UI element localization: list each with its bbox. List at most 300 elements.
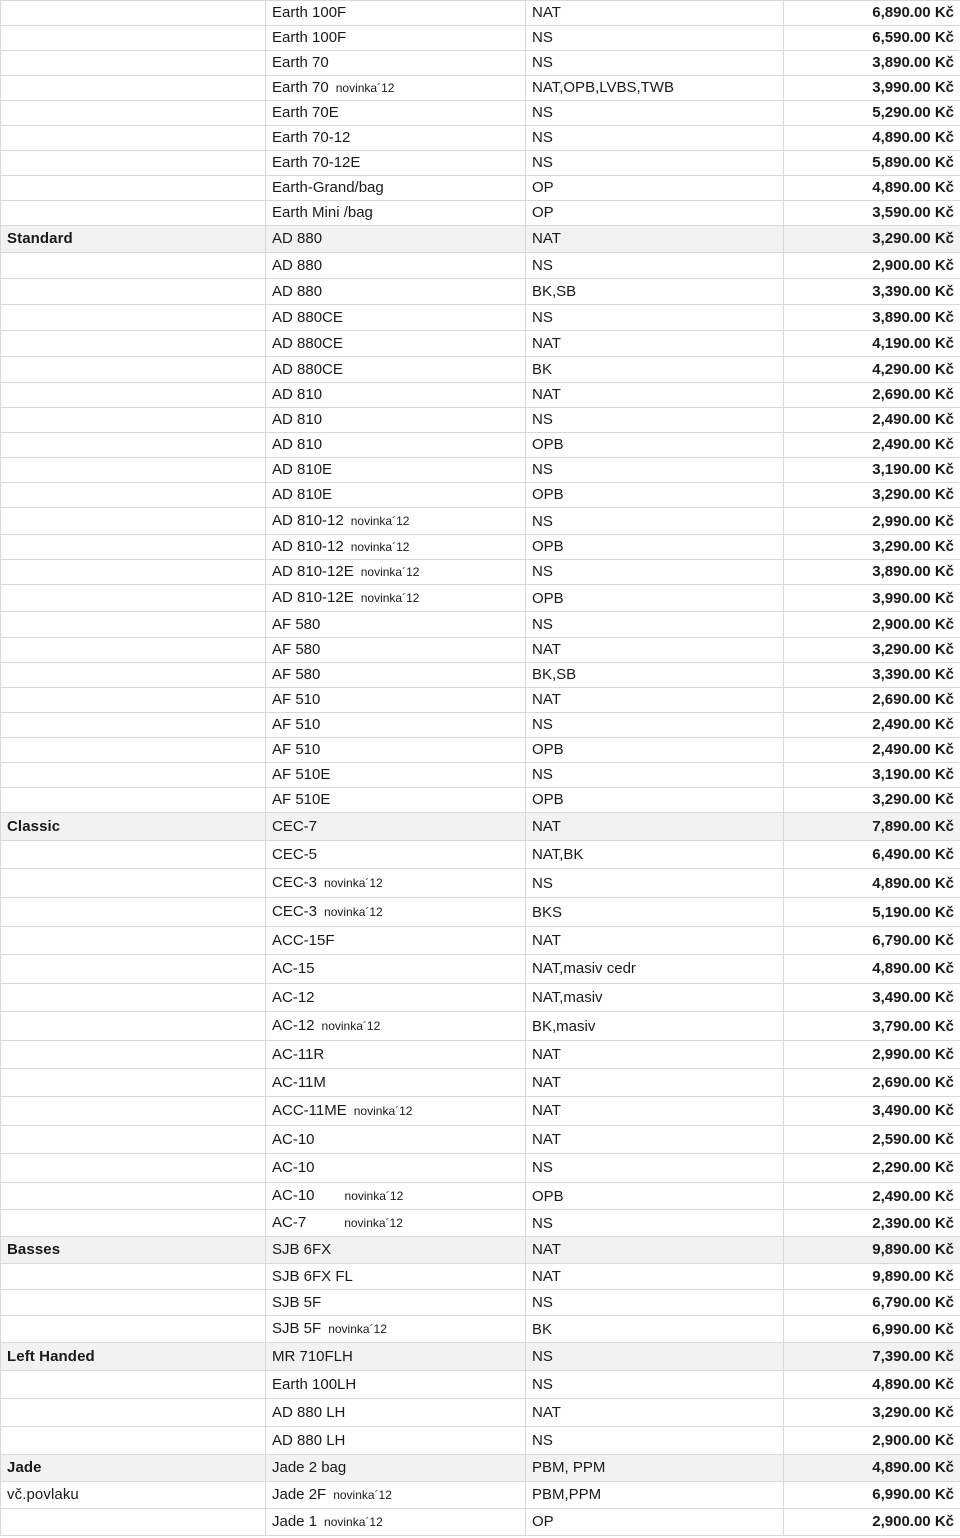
model-cell [266, 984, 526, 1012]
finish-cell: BK,masiv [526, 1012, 784, 1041]
model-cell [266, 201, 526, 226]
table-row [1, 663, 960, 688]
category-cell [1, 688, 266, 713]
table-row [1, 813, 960, 841]
finish-cell: NS [526, 126, 784, 151]
model-cell [266, 305, 526, 331]
model-cell [266, 1455, 526, 1482]
table-row [1, 357, 960, 383]
category-cell [1, 1264, 266, 1290]
table-row [1, 1069, 960, 1097]
category-cell [1, 1069, 266, 1097]
model-name: AD 810 [272, 386, 323, 403]
new-model-note: novinka´12 [360, 591, 420, 605]
model-name: Earth 100LH [272, 1376, 357, 1393]
table-row [1, 201, 960, 226]
model-name: AD 880 [272, 257, 323, 274]
model-cell [266, 1154, 526, 1183]
finish-cell: NS [526, 869, 784, 898]
model-cell [266, 176, 526, 201]
finish-cell: NAT [526, 1126, 784, 1154]
category-cell [1, 279, 266, 305]
table-row [1, 763, 960, 788]
table-row [1, 458, 960, 483]
price-cell: 9,890.00 Kč [784, 1264, 960, 1290]
price-cell: 2,990.00 Kč [784, 1041, 960, 1069]
model-cell [266, 898, 526, 927]
price-cell: 6,590.00 Kč [784, 26, 960, 51]
price-cell: 2,990.00 Kč [784, 508, 960, 535]
model-name: ACC-15F [272, 932, 335, 949]
price-list-body [1, 1, 960, 1536]
model-name: Earth 70 [272, 79, 329, 96]
category-cell [1, 585, 266, 612]
model-cell [266, 1482, 526, 1509]
finish-cell: BK [526, 357, 784, 383]
finish-cell: NS [526, 560, 784, 585]
model-name: Jade 2 bag [272, 1459, 347, 1476]
table-row [1, 383, 960, 408]
model-cell [266, 1069, 526, 1097]
model-cell [266, 101, 526, 126]
finish-cell: NS [526, 713, 784, 738]
model-name: AF 510 [272, 691, 321, 708]
finish-cell: OPB [526, 585, 784, 612]
price-cell: 4,190.00 Kč [784, 331, 960, 357]
model-name: ACC-11ME [272, 1102, 347, 1119]
finish-cell: NS [526, 26, 784, 51]
model-name: AD 880 LH [272, 1404, 346, 1421]
model-name: CEC-7 [272, 818, 318, 835]
category-cell [1, 357, 266, 383]
table-row [1, 1343, 960, 1371]
model-cell [266, 76, 526, 101]
model-cell [266, 26, 526, 51]
category-cell [1, 176, 266, 201]
finish-cell: OP [526, 176, 784, 201]
table-row [1, 1041, 960, 1069]
price-cell: 2,900.00 Kč [784, 253, 960, 279]
model-cell [266, 383, 526, 408]
model-cell [266, 927, 526, 955]
table-row [1, 1509, 960, 1536]
category-cell [1, 1371, 266, 1399]
category-cell [1, 305, 266, 331]
finish-cell: PBM,PPM [526, 1482, 784, 1509]
finish-cell: NAT [526, 1041, 784, 1069]
table-row [1, 1290, 960, 1316]
category-cell [1, 331, 266, 357]
price-cell: 3,790.00 Kč [784, 1012, 960, 1041]
finish-cell: NAT [526, 927, 784, 955]
model-cell [266, 1210, 526, 1237]
price-cell: 3,490.00 Kč [784, 984, 960, 1012]
category-cell [1, 1012, 266, 1041]
price-cell: 2,490.00 Kč [784, 738, 960, 763]
price-cell: 3,190.00 Kč [784, 763, 960, 788]
model-cell [266, 357, 526, 383]
category-cell [1, 1290, 266, 1316]
model-cell [266, 585, 526, 612]
price-cell: 2,590.00 Kč [784, 1126, 960, 1154]
finish-cell: OP [526, 1509, 784, 1536]
price-cell: 3,290.00 Kč [784, 638, 960, 663]
table-row [1, 927, 960, 955]
model-cell [266, 763, 526, 788]
price-cell: 4,890.00 Kč [784, 869, 960, 898]
price-cell: 2,390.00 Kč [784, 1210, 960, 1237]
finish-cell: NS [526, 1154, 784, 1183]
table-row [1, 713, 960, 738]
table-row [1, 1183, 960, 1210]
category-cell [1, 1126, 266, 1154]
finish-cell: NS [526, 1210, 784, 1237]
price-cell: 2,490.00 Kč [784, 408, 960, 433]
table-row [1, 433, 960, 458]
price-cell: 4,290.00 Kč [784, 357, 960, 383]
table-row [1, 898, 960, 927]
table-row [1, 1210, 960, 1237]
model-name: AD 810 [272, 411, 323, 428]
table-row [1, 483, 960, 508]
new-model-note: novinka´12 [321, 1019, 381, 1033]
table-row [1, 1, 960, 26]
price-cell: 7,390.00 Kč [784, 1343, 960, 1371]
new-model-note: novinka´12 [344, 1189, 404, 1203]
category-cell [1, 483, 266, 508]
model-cell [266, 1509, 526, 1536]
model-name: CEC-3 [272, 874, 318, 891]
table-row [1, 788, 960, 813]
model-cell [266, 1041, 526, 1069]
finish-cell: NS [526, 508, 784, 535]
model-cell [266, 788, 526, 813]
model-cell [266, 279, 526, 305]
new-model-note: novinka´12 [328, 1322, 387, 1336]
table-row [1, 101, 960, 126]
model-cell [266, 612, 526, 638]
model-cell [266, 1012, 526, 1041]
price-cell: 6,790.00 Kč [784, 1290, 960, 1316]
model-name: AD 880 [272, 230, 323, 247]
model-name: SJB 5F [272, 1294, 322, 1311]
table-row [1, 226, 960, 253]
category-cell [1, 1509, 266, 1536]
model-cell [266, 458, 526, 483]
price-cell: 2,690.00 Kč [784, 688, 960, 713]
model-name: AC-10 [272, 1131, 315, 1148]
model-name: SJB 6FX [272, 1241, 332, 1258]
category-cell [1, 1183, 266, 1210]
model-name: MR 710FLH [272, 1348, 353, 1365]
model-name: AF 510 [272, 716, 321, 733]
model-name: AF 510 [272, 741, 321, 758]
price-cell: 2,900.00 Kč [784, 1427, 960, 1455]
table-row [1, 253, 960, 279]
table-row [1, 151, 960, 176]
model-name: AD 810-12E [272, 563, 354, 580]
model-name: AF 510E [272, 791, 331, 808]
category-cell: Basses [1, 1237, 266, 1264]
model-name: AD 880CE [272, 335, 343, 352]
finish-cell: NS [526, 253, 784, 279]
model-name: AD 810-12 [272, 512, 344, 529]
model-cell [266, 813, 526, 841]
model-cell [266, 1097, 526, 1126]
finish-cell: NAT [526, 1237, 784, 1264]
price-cell: 3,990.00 Kč [784, 76, 960, 101]
model-name: AC-15 [272, 960, 315, 977]
category-cell [1, 663, 266, 688]
model-cell [266, 560, 526, 585]
price-cell: 6,990.00 Kč [784, 1316, 960, 1343]
new-model-note: novinka´12 [324, 1515, 383, 1529]
finish-cell: NS [526, 101, 784, 126]
finish-cell: OP [526, 201, 784, 226]
price-cell: 9,890.00 Kč [784, 1237, 960, 1264]
model-name: AF 580 [272, 616, 321, 633]
price-cell: 3,490.00 Kč [784, 1097, 960, 1126]
category-cell [1, 151, 266, 176]
new-model-note: novinka´12 [350, 540, 410, 554]
model-name: AD 880 [272, 283, 323, 300]
finish-cell: OPB [526, 1183, 784, 1210]
model-cell [266, 226, 526, 253]
category-cell: Classic [1, 813, 266, 841]
model-cell [266, 433, 526, 458]
model-cell [266, 253, 526, 279]
price-cell: 2,490.00 Kč [784, 713, 960, 738]
finish-cell: NS [526, 1371, 784, 1399]
model-name: AC-10 [272, 1187, 315, 1204]
category-cell [1, 898, 266, 927]
table-row [1, 984, 960, 1012]
finish-cell: NS [526, 1343, 784, 1371]
model-name: Earth 70-12E [272, 154, 361, 171]
table-row [1, 1126, 960, 1154]
finish-cell: BK [526, 1316, 784, 1343]
finish-cell: NS [526, 151, 784, 176]
finish-cell: NAT [526, 226, 784, 253]
table-row [1, 585, 960, 612]
finish-cell: NAT [526, 688, 784, 713]
table-row [1, 560, 960, 585]
price-cell: 4,890.00 Kč [784, 176, 960, 201]
price-cell: 4,890.00 Kč [784, 126, 960, 151]
model-cell [266, 638, 526, 663]
category-cell [1, 51, 266, 76]
table-row [1, 305, 960, 331]
model-name: SJB 5F [272, 1320, 322, 1337]
category-cell [1, 508, 266, 535]
table-row [1, 738, 960, 763]
table-row [1, 688, 960, 713]
price-cell: 5,890.00 Kč [784, 151, 960, 176]
price-cell: 3,290.00 Kč [784, 483, 960, 508]
new-model-note: novinka´12 [360, 565, 420, 579]
model-cell [266, 1, 526, 26]
model-name: AC-10 [272, 1159, 315, 1176]
category-cell [1, 126, 266, 151]
model-cell [266, 1343, 526, 1371]
price-cell: 5,290.00 Kč [784, 101, 960, 126]
model-cell [266, 151, 526, 176]
model-cell [266, 738, 526, 763]
table-row [1, 1012, 960, 1041]
model-name: Earth 100F [272, 29, 347, 46]
table-row [1, 176, 960, 201]
price-cell: 3,390.00 Kč [784, 663, 960, 688]
category-cell [1, 433, 266, 458]
table-row [1, 841, 960, 869]
model-name: AF 580 [272, 641, 321, 658]
price-cell: 3,890.00 Kč [784, 305, 960, 331]
finish-cell: NAT [526, 331, 784, 357]
model-cell [266, 1126, 526, 1154]
table-row [1, 1455, 960, 1482]
table-row [1, 1371, 960, 1399]
model-name: AD 880CE [272, 361, 343, 378]
new-model-note: novinka´12 [344, 1216, 403, 1230]
finish-cell: OPB [526, 433, 784, 458]
category-cell [1, 788, 266, 813]
finish-cell: NAT [526, 1069, 784, 1097]
model-name: Earth Mini /bag [272, 204, 373, 221]
model-cell [266, 1371, 526, 1399]
price-cell: 2,900.00 Kč [784, 612, 960, 638]
finish-cell: NAT [526, 813, 784, 841]
category-cell [1, 1097, 266, 1126]
model-cell [266, 408, 526, 433]
category-cell [1, 1041, 266, 1069]
price-cell: 4,890.00 Kč [784, 1455, 960, 1482]
model-cell [266, 663, 526, 688]
model-name: AD 810 [272, 436, 323, 453]
category-cell [1, 535, 266, 560]
table-row [1, 126, 960, 151]
finish-cell: NAT [526, 1399, 784, 1427]
table-row [1, 1154, 960, 1183]
model-name: AD 810-12E [272, 589, 354, 606]
price-cell: 3,990.00 Kč [784, 585, 960, 612]
table-row [1, 408, 960, 433]
table-row [1, 1264, 960, 1290]
finish-cell: NS [526, 612, 784, 638]
finish-cell: NAT,masiv [526, 984, 784, 1012]
finish-cell: OPB [526, 738, 784, 763]
new-model-note: novinka´12 [353, 1104, 413, 1118]
category-cell [1, 1316, 266, 1343]
category-cell [1, 76, 266, 101]
price-cell: 3,890.00 Kč [784, 51, 960, 76]
table-row [1, 279, 960, 305]
category-cell [1, 612, 266, 638]
table-row [1, 331, 960, 357]
model-cell [266, 1183, 526, 1210]
finish-cell: NAT [526, 1097, 784, 1126]
model-cell [266, 1399, 526, 1427]
category-cell [1, 1399, 266, 1427]
model-cell [266, 841, 526, 869]
finish-cell: BK,SB [526, 279, 784, 305]
table-row [1, 76, 960, 101]
category-cell: Left Handed [1, 1343, 266, 1371]
finish-cell: BK,SB [526, 663, 784, 688]
price-cell: 3,390.00 Kč [784, 279, 960, 305]
finish-cell: NS [526, 305, 784, 331]
category-cell [1, 26, 266, 51]
table-row [1, 1316, 960, 1343]
category-cell [1, 101, 266, 126]
model-name: AC-12 [272, 1017, 315, 1034]
category-cell [1, 927, 266, 955]
model-cell [266, 1264, 526, 1290]
price-cell: 7,890.00 Kč [784, 813, 960, 841]
price-cell: 3,590.00 Kč [784, 201, 960, 226]
new-model-note: novinka´12 [324, 876, 383, 890]
model-cell [266, 955, 526, 984]
category-cell [1, 1154, 266, 1183]
finish-cell: PBM, PPM [526, 1455, 784, 1482]
finish-cell: NAT [526, 1, 784, 26]
finish-cell: NS [526, 763, 784, 788]
category-cell [1, 560, 266, 585]
price-cell: 2,690.00 Kč [784, 383, 960, 408]
category-cell [1, 869, 266, 898]
category-cell [1, 201, 266, 226]
finish-cell: NS [526, 1290, 784, 1316]
model-name: Earth 70-12 [272, 129, 351, 146]
price-cell: 6,990.00 Kč [784, 1482, 960, 1509]
model-cell [266, 1427, 526, 1455]
model-name: SJB 6FX FL [272, 1268, 353, 1285]
category-cell: vč.povlaku [1, 1482, 266, 1509]
finish-cell: NAT [526, 383, 784, 408]
price-cell: 6,790.00 Kč [784, 927, 960, 955]
category-cell [1, 458, 266, 483]
model-name: Jade 2F [272, 1486, 327, 1503]
model-name: AD 880 LH [272, 1432, 346, 1449]
model-cell [266, 1316, 526, 1343]
finish-cell: NAT [526, 1264, 784, 1290]
category-cell [1, 955, 266, 984]
model-name: AD 810E [272, 461, 333, 478]
category-cell [1, 1427, 266, 1455]
model-cell [266, 713, 526, 738]
finish-cell: NAT,OPB,LVBS,TWB [526, 76, 784, 101]
price-cell: 3,290.00 Kč [784, 226, 960, 253]
model-name: AC-11R [272, 1046, 325, 1063]
price-cell: 3,190.00 Kč [784, 458, 960, 483]
model-name: CEC-5 [272, 846, 318, 863]
model-cell [266, 508, 526, 535]
category-cell [1, 984, 266, 1012]
price-cell: 3,290.00 Kč [784, 788, 960, 813]
new-model-note: novinka´12 [324, 905, 383, 919]
model-cell [266, 126, 526, 151]
finish-cell: OPB [526, 483, 784, 508]
model-cell [266, 483, 526, 508]
model-cell [266, 1237, 526, 1264]
model-name: AF 580 [272, 666, 321, 683]
model-name: AC-11M [272, 1074, 326, 1091]
price-cell: 6,890.00 Kč [784, 1, 960, 26]
table-row [1, 638, 960, 663]
table-row [1, 1427, 960, 1455]
finish-cell: OPB [526, 788, 784, 813]
model-cell [266, 869, 526, 898]
table-row [1, 535, 960, 560]
